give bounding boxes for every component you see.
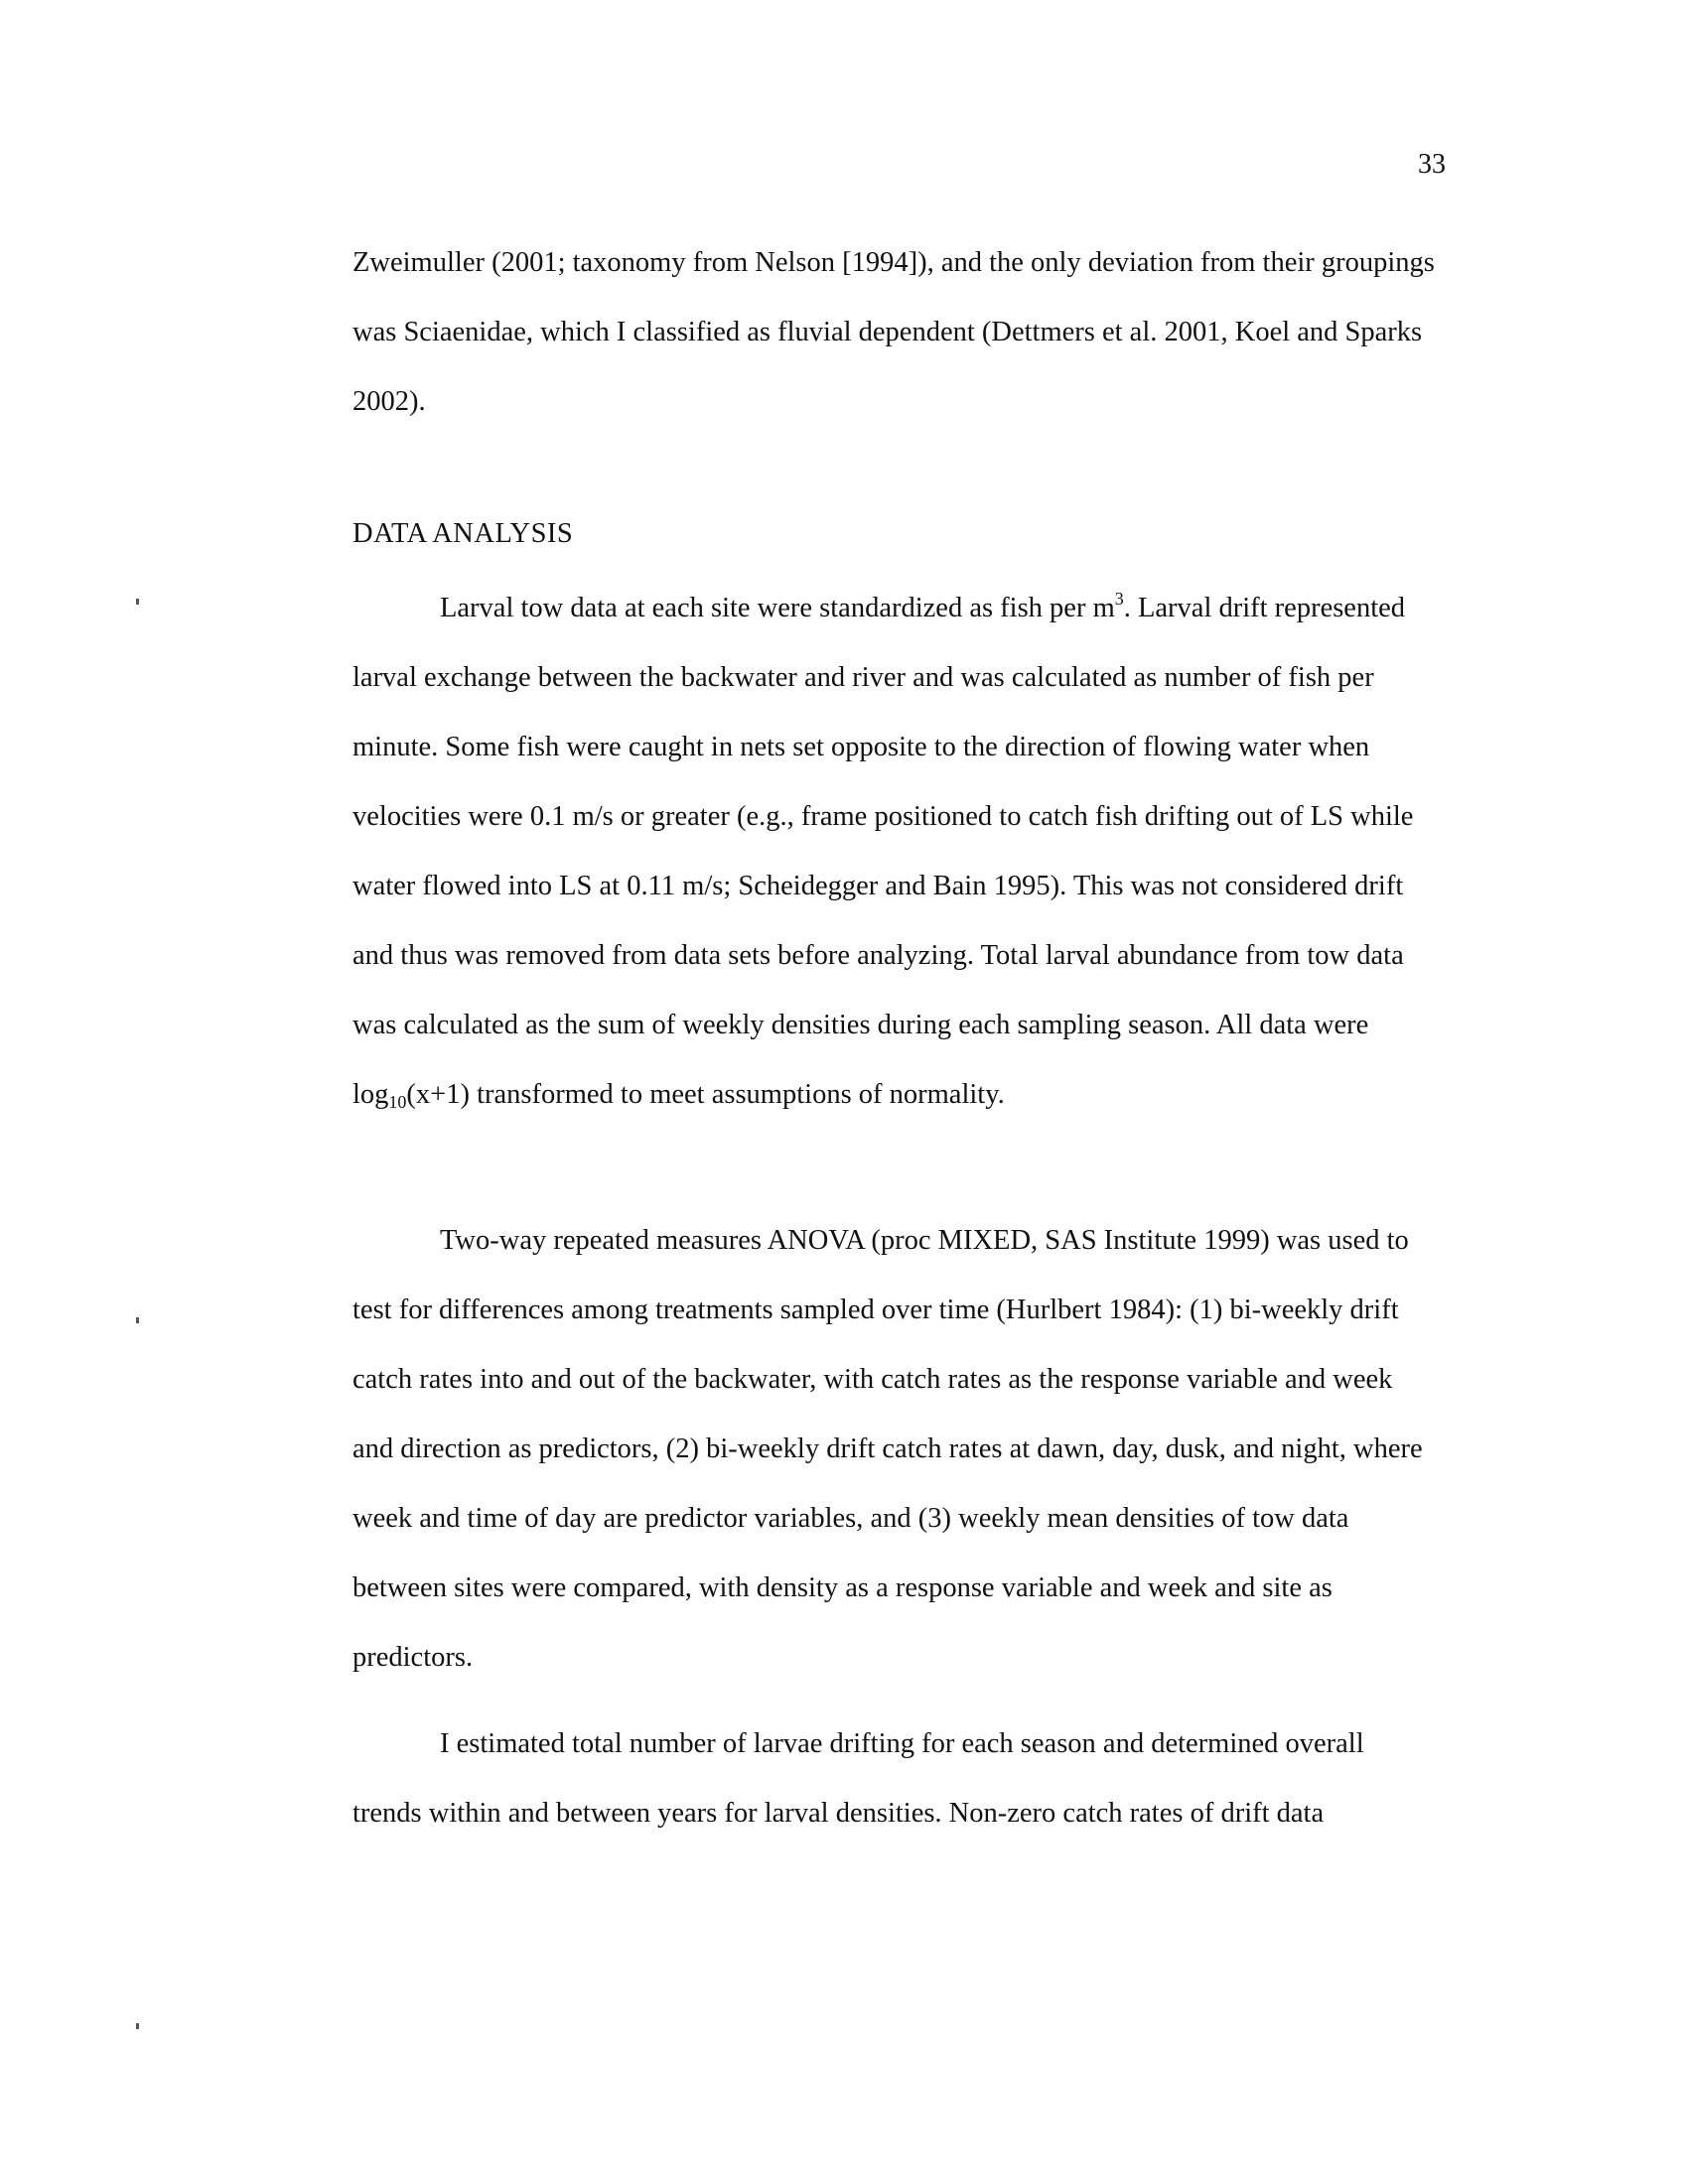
intro-paragraph-text: Zweimuller (2001; taxonomy from Nelson [1994]), and the only deviation from their groupings was Sciaenidae, which I classified as fluvial dependent (Dettmers et al. 2001, Koel and Sparks 2002). <box>352 247 1435 417</box>
subscript-log-base: 10 <box>388 1092 407 1112</box>
paragraph-3-text: I estimated total number of larvae drifting for each season and determined overall trends within and between years for larval densities. Non-zero catch rates of drift data <box>352 1728 1364 1829</box>
paragraph-1-part-a: Larval tow data at each site were standardized as fish per m <box>440 593 1115 623</box>
paragraph-2-text: Two-way repeated measures ANOVA (proc MIXED, SAS Institute 1999) was used to test for differences among treatments sampled over time (Hurlbert 1984): (1) bi-weekly drift catch rates into and out of the backwater, with catch rates as the response variable and week and direction as predictors, (2) bi-weekly drift catch rates at dawn, day, dusk, and night, where week and time of day are predictor variables, and (3) weekly mean densities of tow data between sites were compared, with density as a response variable and week and site as predictors. <box>352 1225 1423 1673</box>
scan-margin-mark <box>136 599 139 605</box>
scan-margin-mark <box>136 2023 139 2029</box>
paragraph-1-part-c: (x+1) transformed to meet assumptions of normality. <box>406 1079 1005 1110</box>
page-number: 33 <box>1418 149 1446 180</box>
intro-paragraph <box>352 228 1435 437</box>
data-analysis-paragraph-2 <box>352 1206 1435 1693</box>
data-analysis-paragraph-1 <box>352 574 1435 1130</box>
data-analysis-paragraph-3 <box>352 1709 1435 1848</box>
paragraph-1-part-b: . Larval drift represented larval exchange between the backwater and river and was calculated as number of fish per minute. Some fish were caught in nets set opposite to the direction of flowing water when velocities were 0.1 m/s or greater (e.g., frame positioned to catch fish drifting out of LS while water flowed into LS at 0.11 m/s; Scheidegger and Bain 1995). This was not considered drift and thus was removed from data sets before analyzing. Total larval abundance from tow data was calculated as the sum of weekly densities during each sampling season. All data were log <box>352 593 1414 1110</box>
paragraph-1-text <box>352 574 1435 1130</box>
section-heading: DATA ANALYSIS <box>352 518 574 549</box>
scan-margin-mark <box>136 1317 139 1323</box>
superscript-cubed: 3 <box>1114 589 1124 609</box>
